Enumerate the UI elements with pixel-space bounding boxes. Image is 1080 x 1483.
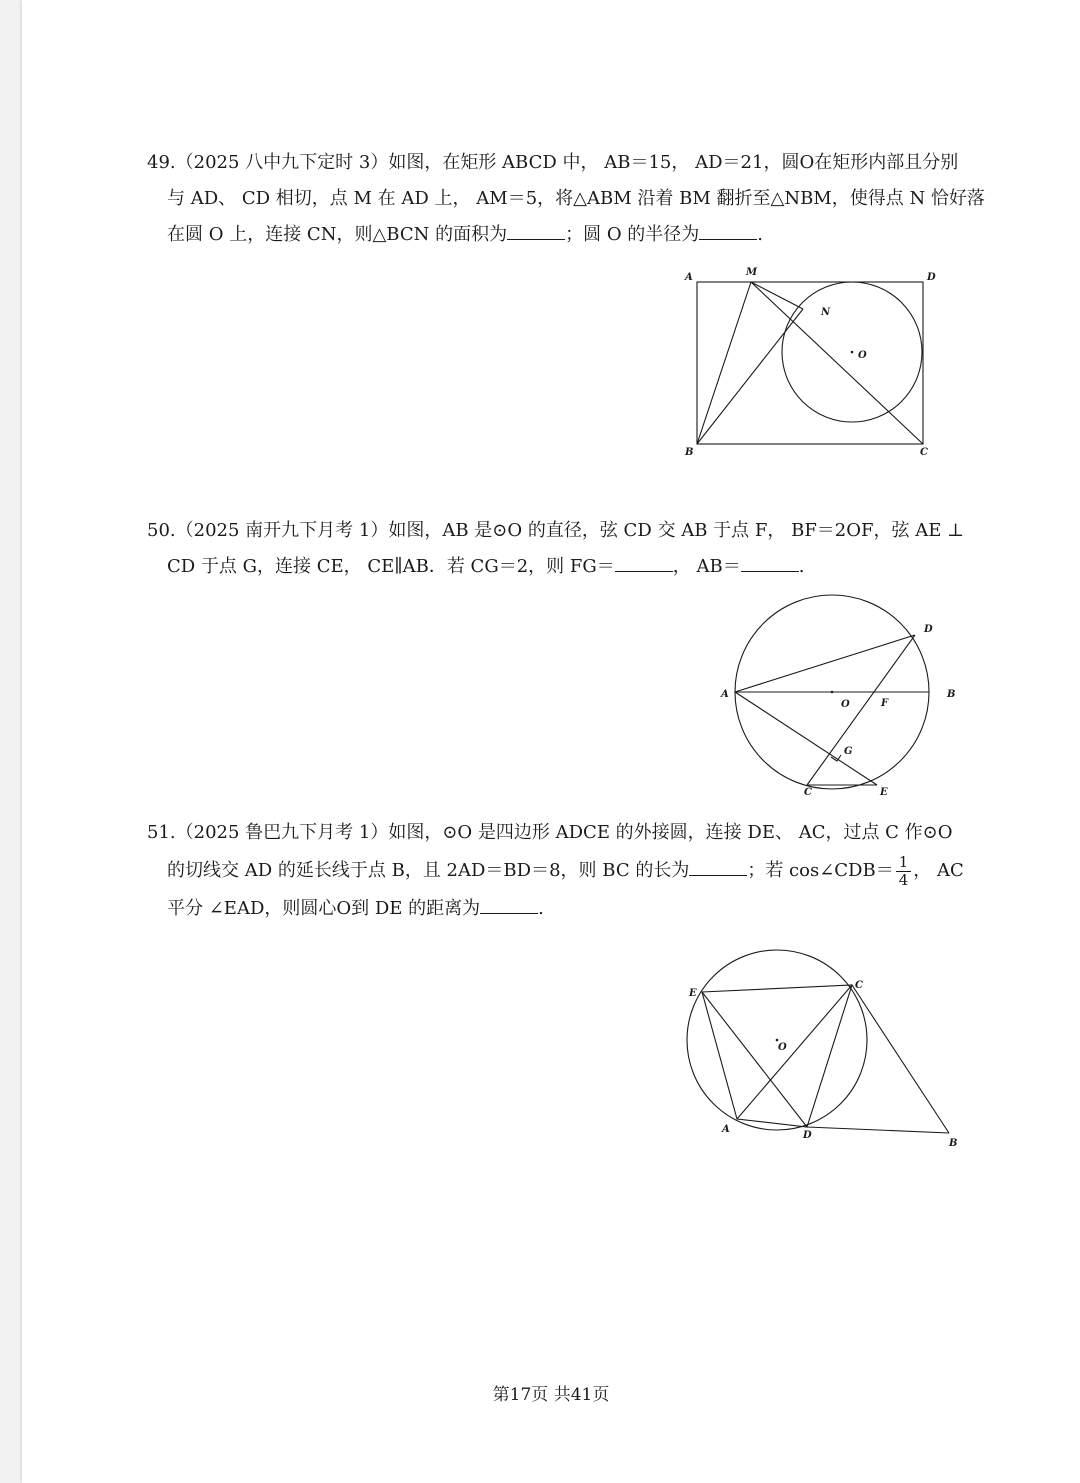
problem-50 <box>147 513 965 585</box>
label-g: G <box>844 746 853 757</box>
problem-49-text-c: . <box>757 224 764 245</box>
problem-50-line-2 <box>147 549 962 585</box>
label-c: C <box>920 447 928 458</box>
problem-50-text-b: ， AB＝ <box>672 556 741 577</box>
rectangle-abcd <box>697 282 923 444</box>
figure-50 <box>702 590 962 800</box>
chord-ae <box>735 692 877 785</box>
fraction-denominator: 4 <box>898 870 909 889</box>
segment-db <box>807 1127 949 1133</box>
page-number: 第17页 共41页 <box>492 1385 610 1405</box>
label-a: A <box>722 1124 730 1135</box>
label-a: A <box>721 689 729 700</box>
label-b: B <box>949 1138 958 1149</box>
problem-51-text-a: 的切线交 AD 的延长线于点 B，且 2AD＝BD＝8，则 BC 的长为 <box>167 860 690 881</box>
problem-49-line-2: 与 AD、 CD 相切，点 M 在 AD 上， AM＝5，将△ABM 沿着 BM 翻折至△NBM，使得点 N 恰好落 <box>167 188 985 209</box>
segment-ac <box>737 985 852 1119</box>
problem-51-text-b: ；若 cos∠CDB＝ <box>747 860 894 881</box>
answer-blank <box>741 553 799 572</box>
label-e: E <box>880 787 888 798</box>
answer-blank <box>689 857 747 876</box>
label-e: E <box>689 988 697 999</box>
answer-blank <box>615 553 673 572</box>
segment-bn <box>697 309 803 444</box>
problem-50-text-a: CD 于点 G，连接 CE， CE∥AB．若 CG＝2，则 FG＝ <box>167 556 615 577</box>
label-n: N <box>821 307 831 318</box>
label-f: F <box>881 698 889 709</box>
label-d: D <box>803 1130 812 1141</box>
label-d: D <box>927 272 936 283</box>
chord-ad <box>735 635 915 692</box>
label-b: B <box>685 447 694 458</box>
label-o: O <box>778 1042 787 1053</box>
quadrilateral-adce <box>702 985 852 1127</box>
label-o: O <box>858 350 867 361</box>
answer-blank <box>699 221 757 240</box>
problem-51-text-c: ， AC <box>913 860 964 881</box>
label-c: C <box>855 980 863 991</box>
label-o: O <box>841 699 850 710</box>
figure-49 <box>677 262 962 462</box>
segment-ed <box>702 992 807 1127</box>
problem-49-line-1: 49.（2025 八中九下定时 3）如图，在矩形 ABCD 中， AB＝15， AD＝21，圆O在矩形内部且分别 <box>147 152 959 173</box>
problem-49-line-3 <box>147 217 962 253</box>
fraction-numerator: 1 <box>896 854 912 872</box>
label-m: M <box>746 267 758 278</box>
problem-51 <box>147 815 962 927</box>
problem-49 <box>147 145 985 253</box>
label-a: A <box>685 272 693 283</box>
segment-mc <box>751 282 923 444</box>
problem-51-line-1: 51.（2025 鲁巴九下月考 1）如图，⊙O 是四边形 ADCE 的外接圆，连接 DE、 AC，过点 C 作⊙O <box>147 822 953 843</box>
center-point <box>776 1039 779 1042</box>
problem-49-text-b: ；圆 O 的半径为 <box>565 224 700 245</box>
answer-blank <box>507 221 565 240</box>
segment-mn <box>751 282 803 309</box>
fraction-one-quarter <box>896 854 912 889</box>
center-point <box>851 351 854 354</box>
problem-51-line-3 <box>147 891 962 927</box>
figure-51 <box>657 940 962 1155</box>
problem-51-text-d: 平分 ∠EAD，则圆心O到 DE 的距离为 <box>167 898 481 919</box>
label-b: B <box>947 689 956 700</box>
problem-51-line-2 <box>147 851 962 891</box>
problem-50-text-c: . <box>798 556 805 577</box>
center-point <box>831 691 834 694</box>
answer-blank <box>480 895 538 914</box>
problem-50-line-1: 50.（2025 南开九下月考 1）如图，AB 是⊙O 的直径，弦 CD 交 AB 于点 F， BF＝2OF，弦 AE ⊥ <box>147 520 965 541</box>
document-page <box>22 0 1080 1483</box>
segment-bm <box>697 282 751 444</box>
problem-51-text-e: . <box>538 898 544 919</box>
label-d: D <box>924 624 933 635</box>
tangent-cb <box>852 985 949 1133</box>
problem-49-text-a: 在圆 O 上，连接 CN，则△BCN 的面积为 <box>167 224 508 245</box>
label-c: C <box>804 787 812 798</box>
